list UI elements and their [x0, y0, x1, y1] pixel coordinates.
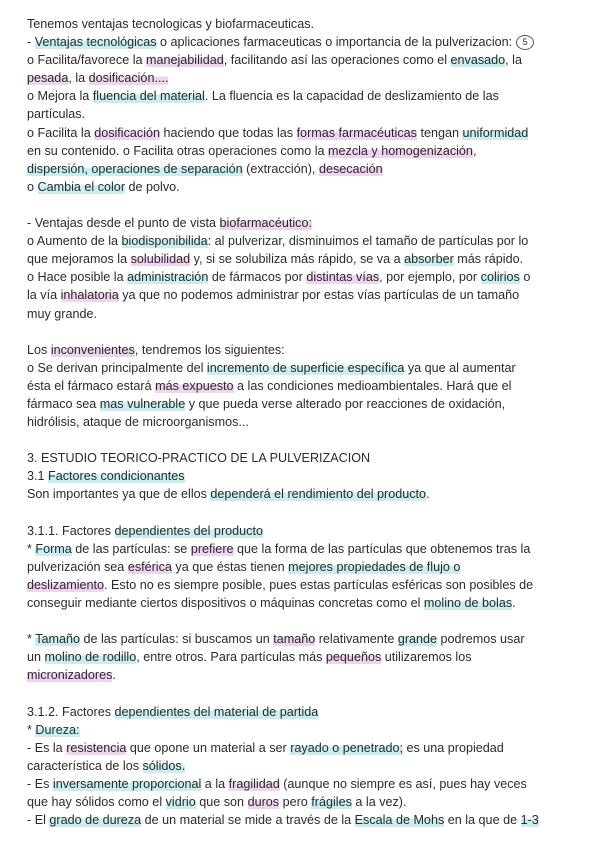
line-text: , entre otros. Para partículas más [136, 650, 326, 665]
highlighted-text: mas vulnerable [99, 396, 186, 411]
line-text: . Esto no es siempre posible, pues estas partículas esféricas son posibles de [104, 577, 534, 592]
highlighted-text: desecación [318, 161, 383, 176]
line-text: de las partículas: si buscamos un [80, 632, 274, 647]
highlighted-text: pequeños [325, 650, 382, 665]
text-line [27, 540, 573, 558]
line-text: que la forma de las partículas que obtenemos tras la [233, 541, 531, 556]
text-line [27, 811, 573, 829]
highlighted-text: envasado [450, 53, 506, 68]
line-text: tengan [416, 125, 463, 140]
line-text: utilizaremos los [381, 650, 472, 665]
line-text: . La fluencia es la capacidad de deslizamiento de las [204, 89, 499, 104]
line-text: o [27, 179, 38, 194]
text-line [27, 105, 573, 123]
line-text: . [426, 487, 430, 502]
line-text: - [27, 35, 35, 50]
text-line [27, 485, 573, 503]
highlighted-text: inversamente proporcional [52, 776, 202, 791]
highlighted-text: inhalatoria [60, 288, 119, 303]
text-line [27, 124, 573, 142]
text-line [27, 739, 573, 757]
highlighted-text: Forma [35, 541, 72, 556]
circled-number-annotation: 5 [516, 35, 534, 50]
line-text: Tenemos ventajas tecnologicas y biofarmaceuticas. [27, 17, 315, 31]
highlighted-text: biodisponibilida [121, 234, 208, 249]
line-text: de polvo. [125, 179, 180, 194]
line-text: ya que al aumentar [404, 360, 516, 375]
line-text: de las partículas: se [71, 541, 191, 556]
highlighted-text: distintas vías [306, 270, 380, 285]
line-text: , [472, 143, 477, 158]
line-text: un [27, 650, 45, 665]
line-text: o Mejora la [27, 89, 93, 104]
line-text: . [112, 668, 116, 683]
highlighted-text: inconvenientes [50, 342, 135, 357]
text-line [27, 558, 573, 576]
highlighted-text: dependientes del material de partida [114, 704, 319, 719]
text-line [27, 178, 573, 196]
blank-line [27, 323, 573, 341]
highlighted-text: rayado o penetrado; [290, 740, 403, 755]
highlighted-text: Tamaño [35, 632, 80, 647]
highlighted-text: biofarmacéutico: [219, 216, 312, 231]
line-text: 3.1.1. Factores [27, 523, 115, 538]
text-line [27, 232, 573, 250]
text-line [27, 359, 573, 377]
line-text: pulverización sea [27, 559, 128, 574]
line-text: - El [27, 813, 50, 828]
text-line [27, 377, 573, 395]
text-line [27, 630, 573, 648]
text-line [27, 576, 573, 594]
line-text: 3. ESTUDIO TEORICO-PRACTICO DE LA PULVERIZACION [27, 451, 371, 466]
text-line [27, 467, 573, 485]
line-text: - Ventajas desde el punto de vista [27, 216, 220, 231]
text-line [27, 594, 573, 612]
line-text: a la [201, 776, 229, 791]
line-text: característica de los [27, 758, 143, 773]
line-text: o Se derivan principalmente del [27, 360, 207, 375]
line-text: (extracción), [242, 161, 319, 176]
line-text: o Facilita/favorece la [27, 53, 146, 68]
line-text: o aplicaciones farmaceuticas o importancia de la pulverizacion: [156, 35, 513, 50]
highlighted-text: micronizadores [27, 668, 113, 683]
highlighted-text: formas farmacéuticas [296, 125, 417, 140]
highlighted-text: más expuesto [155, 378, 234, 393]
text-line [27, 160, 573, 178]
line-text: , por ejemplo, por [379, 270, 481, 285]
line-text: , tendremos los siguientes: [134, 342, 285, 357]
highlighted-text: grado de dureza [49, 813, 142, 828]
line-text: es una propiedad [402, 740, 504, 755]
highlighted-text: resistencia [66, 740, 127, 755]
line-text: * [27, 722, 36, 737]
line-text: que son [195, 795, 248, 810]
line-text: relativamente [315, 632, 398, 647]
highlighted-text: dependerá el rendimiento del producto [210, 487, 427, 502]
line-text: de un material se mide a través de la [141, 813, 355, 828]
highlighted-text: dependientes del producto [114, 523, 263, 538]
line-text: fármaco sea [27, 396, 100, 411]
text-line [27, 87, 573, 105]
text-line [27, 648, 573, 666]
line-text: . [512, 596, 516, 610]
line-text: que hay sólidos como el [27, 795, 166, 810]
line-text: la vía [27, 288, 61, 303]
highlighted-text: Ventajas tecnológicas [34, 35, 157, 50]
line-text: partículas. [27, 107, 86, 122]
line-text: , facilitando así las operaciones como el [223, 53, 451, 68]
highlighted-text: dosificación [94, 125, 161, 140]
line-text: de fármacos por [208, 270, 307, 285]
line-text: o [519, 270, 531, 285]
line-text: ya que no podemos administrar por estas vías partículas de un tamaño [118, 288, 520, 303]
line-text: en su contenido. o Facilita otras operaciones como la [27, 143, 329, 158]
highlighted-text: vidrio [165, 795, 196, 810]
highlighted-text: prefiere [190, 541, 234, 556]
line-text: o Hace posible la [27, 270, 128, 285]
text-line [27, 305, 573, 323]
line-text: : al pulverizar, disminuimos el tamaño de partículas por lo [207, 234, 529, 249]
text-line [27, 15, 573, 33]
line-text: más rápido. [453, 252, 524, 267]
highlighted-text: colirios [480, 270, 520, 285]
line-text: o Facilita la [27, 125, 95, 140]
highlighted-text: fluencia del material [92, 89, 205, 104]
highlighted-text: uniformidad [462, 125, 529, 140]
highlighted-text: administración [127, 270, 209, 285]
highlighted-text: molino de bolas [423, 596, 513, 610]
line-text: Son importantes ya que de ellos [27, 487, 211, 502]
line-text: * [27, 541, 36, 556]
text-line [27, 33, 573, 51]
text-line [27, 757, 573, 775]
highlighted-text: frágiles [311, 795, 352, 810]
text-line [27, 69, 573, 87]
blank-line [27, 196, 573, 214]
text-line [27, 51, 573, 69]
line-text: 3.1.2. Factores [27, 704, 115, 719]
highlighted-text: 1-3 [520, 813, 539, 828]
highlighted-text: mezcla y homogenización [328, 143, 473, 158]
line-text: y que pueda verse alterado por reacciones de oxidación, [185, 396, 506, 411]
highlighted-text: molino de rodillo [44, 650, 137, 665]
blank-line [27, 504, 573, 522]
line-text: que mejoramos la [27, 252, 131, 267]
line-text: a las condiciones medioambientales. Hará que el [233, 378, 512, 393]
line-text: y, si se solubiliza más rápido, se va a [190, 252, 405, 267]
highlighted-text: esférica [127, 559, 172, 574]
text-line [27, 268, 573, 286]
text-line [27, 449, 573, 467]
line-text: (aunque no siempre es así, pues hay veces [279, 776, 527, 791]
line-text: - Es [27, 776, 53, 791]
text-line [27, 341, 573, 359]
line-text: podremos usar [437, 632, 525, 647]
highlighted-text: fragilidad [228, 776, 280, 791]
highlighted-text: Escala de Mohs [354, 813, 445, 828]
text-line [27, 250, 573, 268]
text-line [27, 142, 573, 160]
highlighted-text: Factores condicionantes [48, 469, 185, 484]
line-text: - Es la [27, 740, 67, 755]
line-text: o Aumento de la [27, 234, 122, 249]
blank-line [27, 684, 573, 702]
highlighted-text: sólidos. [142, 758, 186, 773]
line-text: * [27, 632, 36, 647]
text-line [27, 214, 573, 232]
highlighted-text: duros [247, 795, 280, 810]
line-text: ésta el fármaco estará [27, 378, 156, 393]
highlighted-text: manejabilidad [146, 53, 224, 68]
line-text: conseguir mediante ciertos dispositivos o máquinas concretas como el [27, 596, 424, 610]
highlighted-text: Dureza: [35, 722, 80, 737]
highlighted-text: dispersión, operaciones de separación [27, 161, 243, 176]
text-line [27, 703, 573, 721]
text-line [27, 793, 573, 811]
text-line [27, 395, 573, 413]
highlighted-text: mejores propiedades de flujo o [288, 559, 461, 574]
line-text: 3.1 [27, 469, 49, 484]
line-text: , la [68, 71, 89, 86]
line-text: ya que éstas tienen [171, 559, 289, 574]
blank-line [27, 612, 573, 630]
highlighted-text: Cambia el color [37, 179, 126, 194]
blank-line [27, 431, 573, 449]
line-text: en la que de [444, 813, 521, 828]
line-text: Los [27, 342, 51, 357]
highlighted-text: dosificación.... [88, 71, 169, 86]
highlighted-text: tamaño [273, 632, 316, 647]
highlighted-text: grande [397, 632, 438, 647]
text-line [27, 666, 573, 684]
line-text: , la [505, 53, 522, 68]
line-text: haciendo que todas las [160, 125, 297, 140]
highlighted-text: incremento de superficie específica [206, 360, 405, 375]
highlighted-text: deslizamiento [27, 577, 105, 592]
text-line [27, 721, 573, 739]
line-text: hidrólisis, ataque de microorganismos... [27, 415, 249, 430]
text-line [27, 286, 573, 304]
line-text: pero [279, 795, 312, 810]
line-text: muy grande. [27, 306, 98, 321]
text-line [27, 522, 573, 540]
text-line [27, 775, 573, 793]
highlighted-text: pesada [27, 71, 69, 86]
text-line [27, 413, 573, 431]
highlighted-text: solubilidad [130, 252, 191, 267]
line-text: que opone un material a ser [126, 740, 291, 755]
highlighted-text: absorber [404, 252, 454, 267]
line-text: a la vez). [351, 795, 407, 810]
